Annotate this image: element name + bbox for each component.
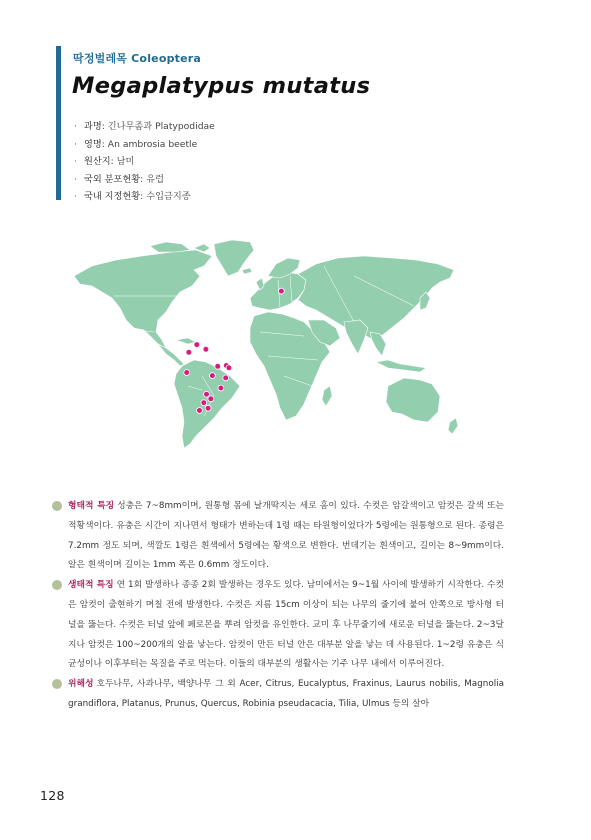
north-america-shape bbox=[74, 250, 212, 348]
info-item-origin bbox=[74, 153, 215, 171]
caribbean-shape bbox=[176, 338, 196, 344]
section-text: 성충은 7~8mm이며, 원통형 몸에 날개딱지는 세로 홈이 있다. 수컷은 암갈색이고 암컷은 갈색 또는 적황색이다. 유충은 시간이 지나면서 형태가 변하는데 1령 때는 타원형이었다가 5령에는 원통형으로 된다. 종령은 7.2mm 정도 되며, 색깔도 1령은 흰색에서 5령에는 황색으로 변한다. 번데기는 흰색이고, 길이는 8~9mm이다. 알은 흰색이며 길이는 1mm 폭은 0.6mm 정도이다. bbox=[68, 501, 504, 571]
info-value: 수입금지종 bbox=[146, 191, 191, 203]
info-key: 과명 bbox=[84, 121, 102, 132]
occurrence-marker bbox=[226, 365, 232, 371]
info-value: 남미 bbox=[116, 156, 135, 168]
info-key: 국내 지정현황 bbox=[84, 191, 141, 203]
section-heading: 위해성 bbox=[68, 679, 94, 690]
australia-shape bbox=[386, 378, 440, 422]
occurrence-marker bbox=[184, 370, 190, 376]
bullet-icon: · bbox=[74, 138, 77, 150]
section-morphology bbox=[52, 497, 504, 576]
section-text: 호두나무, 사과나무, 백양나무 그 외 Acer, Citrus, Eucalyptus, Fraxinus, Laurus nobilis, Magnolia grandiflora, Platanus, Prunus, Quercus, Robinia pseudacacia, Tilia, Ulmus 등의 살아 bbox=[68, 679, 504, 709]
section-ecology bbox=[52, 576, 504, 675]
bullet-icon: · bbox=[74, 156, 77, 168]
occurrence-marker bbox=[208, 396, 214, 402]
colon: : bbox=[101, 138, 108, 150]
land-masses bbox=[74, 240, 458, 448]
occurrence-marker bbox=[223, 375, 229, 381]
arctic-islands-shape bbox=[150, 242, 190, 252]
india-shape bbox=[344, 320, 368, 354]
central-america-shape bbox=[158, 344, 184, 366]
bullet-dot-icon bbox=[52, 679, 62, 689]
occurrence-marker bbox=[201, 400, 207, 406]
info-key: 원산지 bbox=[84, 156, 111, 168]
occurrence-marker bbox=[205, 405, 211, 411]
new-zealand-shape bbox=[448, 418, 458, 434]
info-key: 영명 bbox=[84, 138, 102, 150]
occurrence-marker bbox=[204, 391, 210, 397]
section-heading: 형태적 특징 bbox=[68, 501, 115, 511]
colon: : bbox=[110, 156, 117, 168]
southeast-asia-shape bbox=[370, 332, 386, 356]
info-key: 국외 분포현황 bbox=[84, 173, 141, 185]
indonesia-shape bbox=[376, 360, 426, 372]
section-heading: 생태적 특징 bbox=[68, 580, 114, 591]
order-label: 딱정벌레목 Coleoptera bbox=[73, 52, 202, 65]
info-list bbox=[74, 118, 215, 206]
bullet-icon: · bbox=[74, 121, 77, 132]
bullet-icon: · bbox=[74, 173, 77, 185]
page-number: 128 bbox=[40, 788, 65, 803]
info-item-foreign-distribution bbox=[74, 171, 215, 189]
world-map-svg bbox=[54, 236, 468, 458]
body-text bbox=[52, 497, 504, 715]
info-item-english-name bbox=[74, 136, 215, 154]
occurrence-marker bbox=[279, 288, 285, 294]
info-item-domestic-status bbox=[74, 188, 215, 206]
madagascar-shape bbox=[322, 386, 332, 406]
world-distribution-map bbox=[54, 236, 468, 458]
iceland-shape bbox=[242, 268, 252, 274]
info-item-family bbox=[74, 118, 215, 136]
species-title: Megaplatypus mutatus bbox=[72, 73, 371, 99]
bullet-icon: · bbox=[74, 191, 77, 203]
bullet-dot-icon bbox=[52, 501, 62, 511]
info-value: 긴나무좀과 Platypodidae bbox=[107, 121, 215, 132]
info-value: An ambrosia beetle bbox=[107, 138, 198, 150]
bullet-dot-icon bbox=[52, 580, 62, 590]
colon: : bbox=[140, 191, 147, 203]
section-harmfulness bbox=[52, 675, 504, 715]
occurrence-marker bbox=[215, 363, 221, 369]
section-text: 연 1회 발생하나 종종 2회 발생하는 경우도 있다. 남미에서는 9~1월 사이에 발생하기 시작한다. 수컷은 암컷이 출현하기 며칠 전에 발생한다. 수컷은 지름 15cm 이상이 되는 나무의 줄기에 붙어 안쪽으로 방사형 터널을 뚫는다. 수컷은 터널 앞에 페로몬을 뿌려 암컷을 유인한다. 교미 후 나무줄기에 새로운 터널을 뚫는다. 2~3달 지나 암컷은 100~200개의 알을 낳는다. 암컷이 만든 터널 안은 대부분 알을 낳는 데 사용된다. 1~2령 유충은 식균성이나 이후부터는 목질을 주로 먹는다. 이들의 대부분의 생활사는 기주 나무 내에서 이루어진다. bbox=[68, 580, 504, 670]
occurrence-marker bbox=[197, 408, 203, 414]
info-value: 유럽 bbox=[146, 173, 164, 185]
colon: : bbox=[140, 173, 147, 185]
occurrence-marker bbox=[194, 342, 200, 348]
occurrence-marker bbox=[210, 373, 216, 379]
occurrence-marker bbox=[203, 346, 209, 352]
accent-bar bbox=[56, 46, 61, 200]
colon: : bbox=[101, 121, 108, 132]
occurrence-marker bbox=[218, 385, 224, 391]
occurrence-marker bbox=[186, 349, 192, 355]
